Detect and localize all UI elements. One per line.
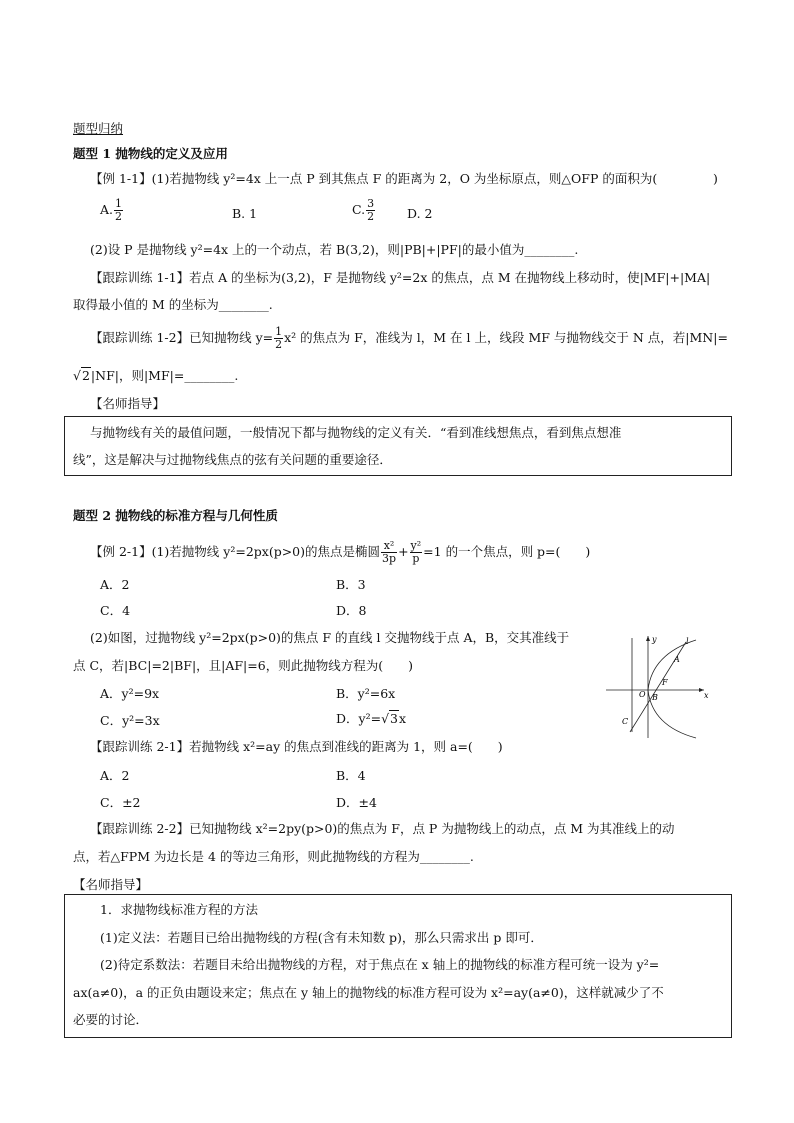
label-b: B bbox=[652, 693, 658, 702]
ex1-1-tag: 【例 1-1】 bbox=[90, 171, 152, 186]
ex1-1-q1: (1)若抛物线 y²=4x 上一点 P 到其焦点 F 的距离为 2，O 为坐标原点，则△OFP 的面积为( bbox=[151, 171, 658, 186]
tr2-2-line2: 点，若△FPM 为边长是 4 的等边三角形，则此抛物线的方程为________. bbox=[73, 849, 474, 864]
ex1-1-option-c: C. $\frac{3}{2}$ bbox=[352, 197, 375, 223]
section2-title: 题型 2 抛物线的标准方程与几何性质 bbox=[73, 508, 278, 523]
y-axis-arrow bbox=[646, 636, 650, 641]
tr2-2-line1: 【跟踪训练 2-2】已知抛物线 x²=2py(p>0)的焦点为 F，点 P 为抛物线上的动点，点 M 为其准线上的动 bbox=[90, 821, 675, 836]
label-a: A bbox=[674, 655, 680, 664]
tr1-1-line2: 取得最小值的 M 的坐标为________. bbox=[73, 297, 273, 312]
fraction: $\frac{1}{2}$ bbox=[115, 197, 123, 223]
tr1-2-line2: √2|NF|，则|MF|=________. bbox=[73, 368, 239, 383]
ex2-1-option-d: D．8 bbox=[336, 603, 367, 618]
tr2-1-option-a: A．2 bbox=[100, 768, 130, 783]
guide2-item-4: ax(a≠0)，a 的正负由题设来定；焦点在 y 轴上的抛物线的标准方程可设为 x²=ay(a≠0)，这样就减少了不 bbox=[73, 985, 664, 1000]
ex2-1-q2-line2: 点 C，若|BC|=2|BF|，且|AF|=6，则此抛物线方程为( ) bbox=[73, 658, 413, 673]
label-c: C bbox=[622, 717, 629, 726]
guide2-item-5: 必要的讨论． bbox=[73, 1012, 149, 1027]
guide1-title: 【名师指导】 bbox=[90, 396, 166, 411]
ex2-1-q2-option-a: A．y²=9x bbox=[100, 686, 160, 701]
ex2-1-q2-option-d: D．y²=√3x bbox=[336, 711, 407, 726]
tr2-1-question: 【跟踪训练 2-1】若抛物线 x²=ay 的焦点到准线的距离为 1，则 a=( ) bbox=[90, 739, 503, 754]
guide2-item-3: (2)待定系数法：若题目未给出抛物线的方程，对于焦点在 x 轴上的抛物线的标准方程可统一设为 y²= bbox=[100, 957, 660, 972]
label-o: O bbox=[639, 690, 646, 699]
guide2-item-1: 1．求抛物线标准方程的方法 bbox=[100, 902, 258, 917]
guide1-line2: 线”，这是解决与过抛物线焦点的弦有关问题的重要途径． bbox=[73, 452, 392, 467]
ex2-1-q1: 【例 2-1】(1)若抛物线 y²=2px(p>0)的焦点是椭圆 $\frac{\text{x²}}{3p}$ + $\frac{\text{y²}}{p}$ =1 的一个焦点，则 p=( ) bbox=[90, 539, 591, 565]
ex2-1-option-a: A．2 bbox=[100, 577, 130, 592]
label-y: y bbox=[652, 635, 657, 644]
ex2-1-option-c: C．4 bbox=[100, 603, 131, 618]
tr1-1-line1: 【跟踪训练 1-1】若点 A 的坐标为(3,2)，F 是抛物线 y²=2x 的焦点，点 M 在抛物线上移动时，使|MF|+|MA| bbox=[90, 270, 711, 285]
ex1-1-option-a: A. $\frac{1}{2}$ bbox=[100, 197, 123, 223]
fraction: $\frac{1}{2}$ bbox=[275, 325, 283, 351]
ex2-1-q2-line1: (2)如图，过抛物线 y²=2px(p>0)的焦点 F 的直线 l 交抛物线于点 A，B，交其准线于 bbox=[90, 630, 570, 645]
fraction: $\frac{\text{x²}}{3p}$ bbox=[382, 539, 397, 565]
section1-title: 题型 1 抛物线的定义及应用 bbox=[73, 146, 228, 161]
tr1-2-line1: 【跟踪训练 1-2】已知抛物线 y= $\frac{1}{2}$ x² 的焦点为 F，准线为 l，M 在 l 上，线段 MF 与抛物线交于 N 点，若|MN|= bbox=[90, 325, 728, 351]
guide2-item-2: (1)定义法：若题目已给出抛物线的方程(含有未知数 p)，那么只需求出 p 即可． bbox=[100, 930, 543, 945]
label-f: F bbox=[662, 678, 668, 687]
ex1-1-option-b: B. 1 bbox=[232, 206, 258, 221]
guide2-title: 【名师指导】 bbox=[73, 877, 149, 892]
heading: 题型归纳 bbox=[73, 121, 124, 136]
tr2-1-option-d: D．±4 bbox=[336, 795, 377, 810]
ex2-1-q2-option-c: C．y²=3x bbox=[100, 713, 160, 728]
label-x: x bbox=[704, 691, 709, 700]
ex1-1-close-paren: ) bbox=[713, 171, 718, 186]
label-l: l bbox=[686, 637, 689, 646]
ex2-1-q2-option-b: B．y²=6x bbox=[336, 686, 396, 701]
fraction: $\frac{\text{y²}}{p}$ bbox=[410, 539, 422, 565]
ex2-1-option-b: B．3 bbox=[336, 577, 366, 592]
ex1-1-option-d: D. 2 bbox=[407, 206, 433, 221]
fraction: $\frac{3}{2}$ bbox=[367, 197, 375, 223]
tr2-1-option-c: C．±2 bbox=[100, 795, 141, 810]
ex1-1-q2: (2)设 P 是抛物线 y²=4x 上的一个动点，若 B(3,2)，则|PB|+|PF|的最小值为________. bbox=[90, 242, 579, 257]
guide1-line1: 与抛物线有关的最值问题，一般情况下都与抛物线的定义有关．“看到准线想焦点，看到焦点想准 bbox=[90, 425, 622, 440]
parabola-figure bbox=[600, 630, 712, 740]
parabola-curve bbox=[648, 640, 696, 738]
tr2-1-option-b: B．4 bbox=[336, 768, 366, 783]
ex1-1-question bbox=[90, 171, 657, 187]
